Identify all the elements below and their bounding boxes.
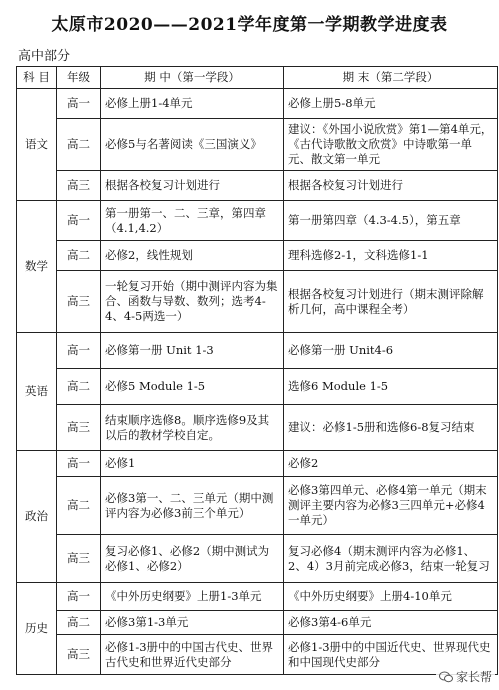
mid-cell: 必修5 Module 1-5: [101, 369, 284, 405]
grade-cell: 高二: [57, 611, 101, 635]
end-cell: 必修上册5-8单元: [284, 89, 498, 119]
mid-cell: 必修5与名著阅读《三国演义》: [101, 119, 284, 171]
table-row: [17, 241, 498, 271]
end-cell: 《中外历史纲要》上册4-10单元: [284, 583, 498, 611]
table-row: [17, 171, 498, 201]
grade-cell: 高二: [57, 119, 101, 171]
end-cell: 必修1-3册中的中国近代史、世界现代史和中国现代史部分: [284, 635, 498, 675]
table-row: [17, 369, 498, 405]
end-cell: 必修2: [284, 451, 498, 477]
header-grade: 年级: [57, 67, 101, 89]
end-cell: 必修3第四单元、必修4第一单元（期末测评主要内容为必修3三四单元+必修4一单元）: [284, 477, 498, 535]
grade-cell: 高一: [57, 89, 101, 119]
header-end: 期 末（第二学段）: [284, 67, 498, 89]
mid-cell: 必修上册1-4单元: [101, 89, 284, 119]
section-label: 高中部分: [18, 49, 71, 64]
grade-cell: 高二: [57, 477, 101, 535]
table-row: [17, 477, 498, 535]
grade-cell: 高二: [57, 241, 101, 271]
grade-cell: 高一: [57, 583, 101, 611]
mid-cell: 必修1-3册中的中国古代史、世界古代史和世界近代史部分: [101, 635, 284, 675]
end-cell: 建议：必修1-5册和选修6-8复习结束: [284, 405, 498, 451]
end-cell: 根据各校复习计划进行（期末测评除解析几何，高中课程全考）: [284, 271, 498, 333]
mid-cell: 第一册第一、二、三章，第四章（4.1,4.2）: [101, 201, 284, 241]
grade-cell: 高三: [57, 171, 101, 201]
table-row: [17, 119, 498, 171]
header-subject: 科 目: [17, 67, 57, 89]
table-row: [17, 271, 498, 333]
grade-cell: 高一: [57, 451, 101, 477]
table-row: [17, 583, 498, 611]
subject-cell: 英语: [17, 333, 57, 451]
table-row: [17, 451, 498, 477]
end-cell: 根据各校复习计划进行: [284, 171, 498, 201]
mid-cell: 必修第一册 Unit 1-3: [101, 333, 284, 369]
subject-cell: 语文: [17, 89, 57, 201]
grade-cell: 高一: [57, 333, 101, 369]
grade-cell: 高三: [57, 271, 101, 333]
mid-cell: 结束顺序选修8。顺序选修9及其以后的教材学校自定。: [101, 405, 284, 451]
subject-cell: 数学: [17, 201, 57, 333]
header-mid: 期 中（第一学段）: [101, 67, 284, 89]
schedule-table: [16, 66, 498, 675]
grade-cell: 高三: [57, 405, 101, 451]
table-row: [17, 635, 498, 675]
subject-cell: 政治: [17, 451, 57, 583]
table-row: [17, 89, 498, 119]
end-cell: 理科选修2-1，文科选修1-1: [284, 241, 498, 271]
table-row: [17, 611, 498, 635]
table-row: [17, 333, 498, 369]
end-cell: 复习必修4（期末测评内容为必修1、2、4）3月前完成必修3，结束一轮复习: [284, 535, 498, 583]
watermark: [436, 667, 495, 686]
mid-cell: 必修2，线性规划: [101, 241, 284, 271]
mid-cell: 必修3第1-3单元: [101, 611, 284, 635]
end-cell: 选修6 Module 1-5: [284, 369, 498, 405]
mid-cell: 必修1: [101, 451, 284, 477]
grade-cell: 高二: [57, 369, 101, 405]
end-cell: 必修第一册 Unit4-6: [284, 333, 498, 369]
end-cell: 必修3第4-6单元: [284, 611, 498, 635]
grade-cell: 高一: [57, 201, 101, 241]
page-title: 太原市2020——2021学年度第一学期教学进度表: [51, 15, 448, 35]
table-row: [17, 201, 498, 241]
mid-cell: 复习必修1、必修2（期中测试为必修1、必修2）: [101, 535, 284, 583]
header-row: [17, 67, 498, 89]
end-cell: 第一册第四章（4.3-4.5），第五章: [284, 201, 498, 241]
grade-cell: 高三: [57, 635, 101, 675]
table-row: [17, 405, 498, 451]
end-cell: 建议：《外国小说欣赏》第1—第4单元，《古代诗歌散文欣赏》中诗歌第一单元、散文第一单元: [284, 119, 498, 171]
mid-cell: 必修3第一、二、三单元（期中测评内容为必修3前三个单元）: [101, 477, 284, 535]
mid-cell: 《中外历史纲要》上册1-3单元: [101, 583, 284, 611]
mid-cell: 根据各校复习计划进行: [101, 171, 284, 201]
watermark-text: 家长帮: [455, 670, 492, 684]
mid-cell: 一轮复习开始（期中测评内容为集合、函数与导数、数列；选考4-4、4-5两选一）: [101, 271, 284, 333]
grade-cell: 高三: [57, 535, 101, 583]
subject-cell: 历史: [17, 583, 57, 675]
table-row: [17, 535, 498, 583]
wechat-icon: [439, 671, 453, 683]
